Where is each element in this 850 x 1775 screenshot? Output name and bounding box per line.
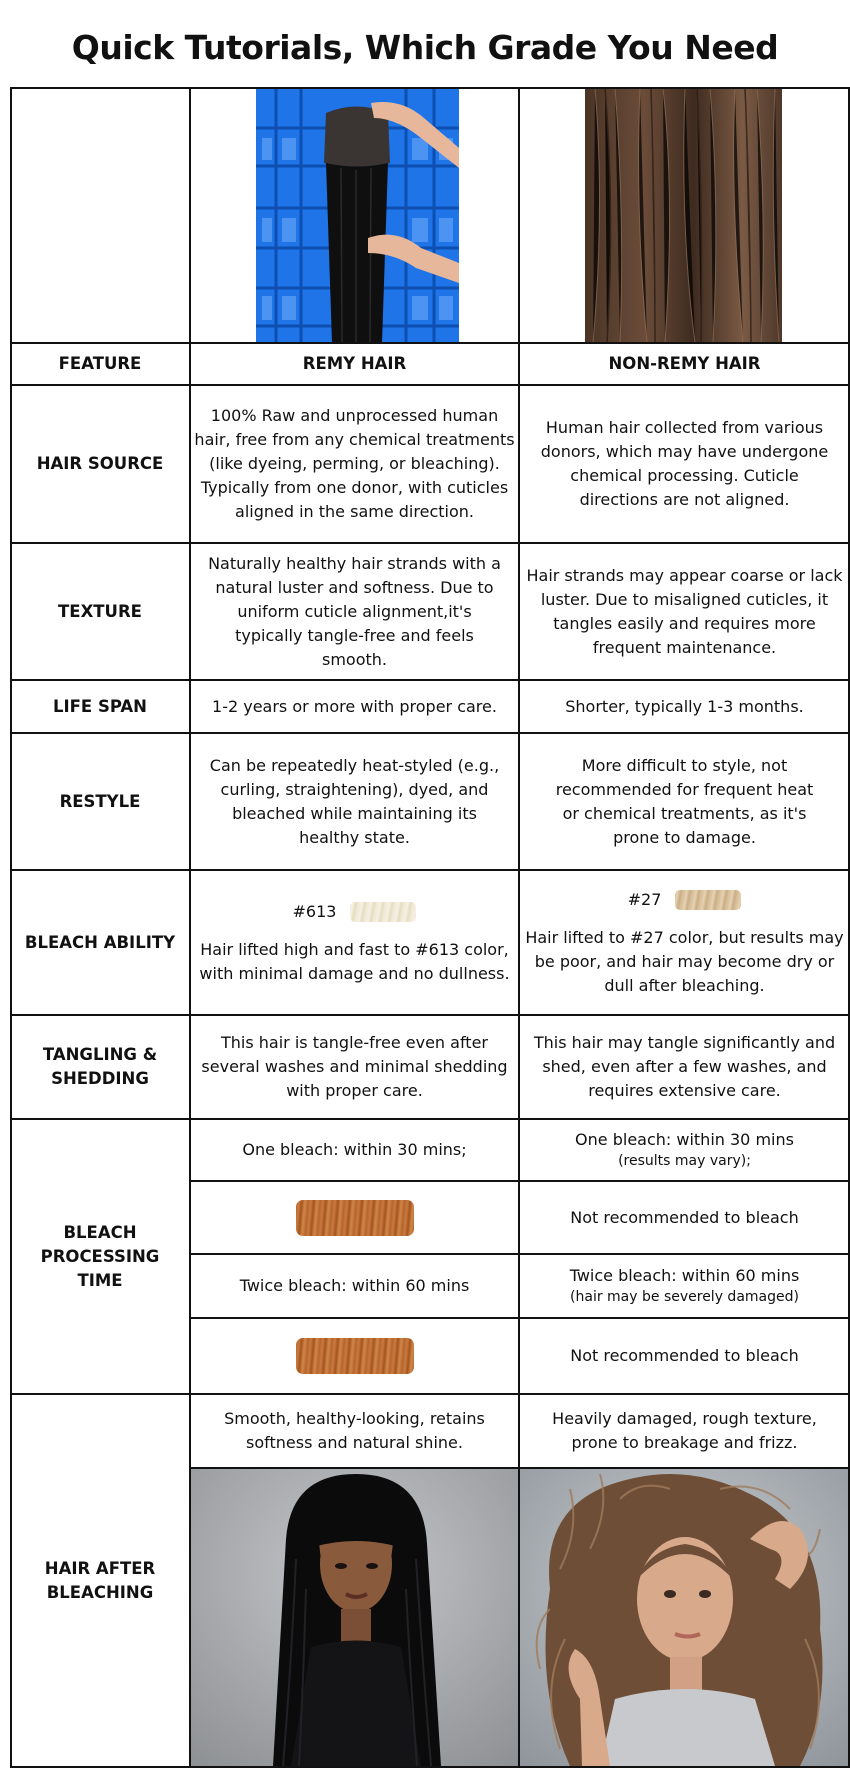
page-title: Quick Tutorials, Which Grade You Need [71, 28, 779, 67]
color-code-613: #613 [292, 901, 337, 921]
nonremy-hair-photo [585, 88, 782, 343]
grid-line [10, 384, 850, 386]
remy-bleach-ability-text: Hair lifted high and fast to #613 color, with minimal damage and no dullness. [199, 939, 510, 983]
remy-tangling: This hair is tangle-free even after several washes and minimal shedding with proper care. [201, 1033, 508, 1100]
nonremy-one-bleach-text: One bleach: within 30 mins [575, 1130, 794, 1149]
grid-line [10, 679, 850, 681]
nonremy-one-bleach-note: (results may vary); [618, 1153, 751, 1169]
remy-one-bleach: One bleach: within 30 mins; [242, 1140, 467, 1159]
grid-line [190, 1253, 850, 1255]
nonremy-two-bleach-note: (hair may be severely damaged) [570, 1289, 799, 1305]
nonremy-model-photo [520, 1469, 849, 1766]
grid-line [10, 542, 850, 544]
nonremy-two-bleach-swatch-cell: Not recommended to bleach [570, 1346, 799, 1365]
grid-line [10, 87, 12, 1768]
nonremy-texture: Hair strands may appear coarse or lack luster. Due to misaligned cuticles, it tangles easily and requires more frequent maintenance. [526, 565, 843, 657]
remy-two-bleach: Twice bleach: within 60 mins [239, 1276, 470, 1295]
grid-line [189, 87, 191, 1768]
remy-two-bleach-swatch-cell [190, 1318, 519, 1394]
row-label-tangling: TANGLING & SHEDDING [42, 1045, 158, 1088]
grid-line [190, 1317, 850, 1319]
swatch-613 [350, 902, 416, 922]
color-code-27: #27 [627, 889, 662, 909]
row-label-life-span: LIFE SPAN [53, 696, 147, 716]
nonremy-two-bleach-text: Twice bleach: within 60 mins [569, 1266, 800, 1285]
grid-line [10, 1766, 850, 1768]
grid-line [190, 1467, 850, 1469]
header-nonremy: NON-REMY HAIR [608, 354, 761, 373]
copper-swatch-two [296, 1338, 414, 1374]
nonremy-bleach-ability-text: Hair lifted to #27 color, but results may be poor, and hair may become dry or dull after bleaching. [525, 927, 844, 995]
nonremy-bleach-ability [519, 870, 850, 1015]
remy-after-bleaching: Smooth, healthy-looking, retains softness and natural shine. [224, 1409, 485, 1452]
nonremy-tangling: This hair may tangle significantly and shed, even after a few washes, and requires extensive care. [533, 1033, 836, 1100]
grid-line [518, 87, 520, 1768]
row-label-bleach-time: BLEACH PROCESSING TIME [40, 1222, 160, 1290]
nonremy-hair-source: Human hair collected from various donors, which may have undergone chemical processing. Cuticle directions are not aligned. [540, 418, 829, 509]
header-remy: REMY HAIR [302, 354, 407, 373]
remy-one-bleach-swatch-cell [190, 1181, 519, 1254]
row-label-after-bleaching: HAIR AFTER BLEACHING [44, 1558, 156, 1602]
nonremy-restyle: More difficult to style, not recommended for frequent heat or chemical treatments, as it's prone to damage. [555, 755, 814, 847]
remy-model-photo [191, 1469, 518, 1766]
remy-bleach-ability [190, 870, 519, 1015]
grid-line [10, 1118, 850, 1120]
row-label-hair-source: HAIR SOURCE [36, 454, 164, 473]
grid-line [10, 869, 850, 871]
row-label-bleach-ability: BLEACH ABILITY [24, 932, 176, 952]
copper-swatch-one [296, 1200, 414, 1236]
nonremy-after-bleaching: Heavily damaged, rough texture, prone to breakage and frizz. [552, 1409, 817, 1452]
nonremy-two-bleach [519, 1254, 850, 1318]
row-label-texture: TEXTURE [58, 601, 142, 621]
header-feature: FEATURE [58, 354, 142, 373]
row-label-restyle: RESTYLE [59, 791, 141, 811]
grid-line [10, 1014, 850, 1016]
swatch-27 [675, 890, 741, 910]
nonremy-one-bleach-swatch-cell: Not recommended to bleach [570, 1207, 799, 1227]
remy-texture: Naturally healthy hair strands with a natural luster and softness. Due to uniform cuticle alignment,it's typically tangle-free and feels smooth. [208, 553, 501, 669]
grid-line [190, 1180, 850, 1182]
remy-restyle: Can be repeatedly heat-styled (e.g., curling, straightening), dyed, and bleached while maintaining its healthy state. [209, 755, 500, 847]
remy-hair-source: 100% Raw and unprocessed human hair, free from any chemical treatments (like dyeing, perming, or bleaching). Typically from one donor, with cuticles aligned in the same direction. [194, 406, 515, 521]
remy-life-span: 1-2 years or more with proper care. [212, 696, 497, 716]
grid-line [10, 1393, 850, 1395]
grid-line [10, 87, 850, 89]
remy-bundle-photo [256, 88, 459, 343]
grid-line [10, 732, 850, 734]
grid-line [10, 342, 850, 344]
nonremy-one-bleach [519, 1119, 850, 1181]
nonremy-life-span: Shorter, typically 1-3 months. [565, 696, 804, 716]
